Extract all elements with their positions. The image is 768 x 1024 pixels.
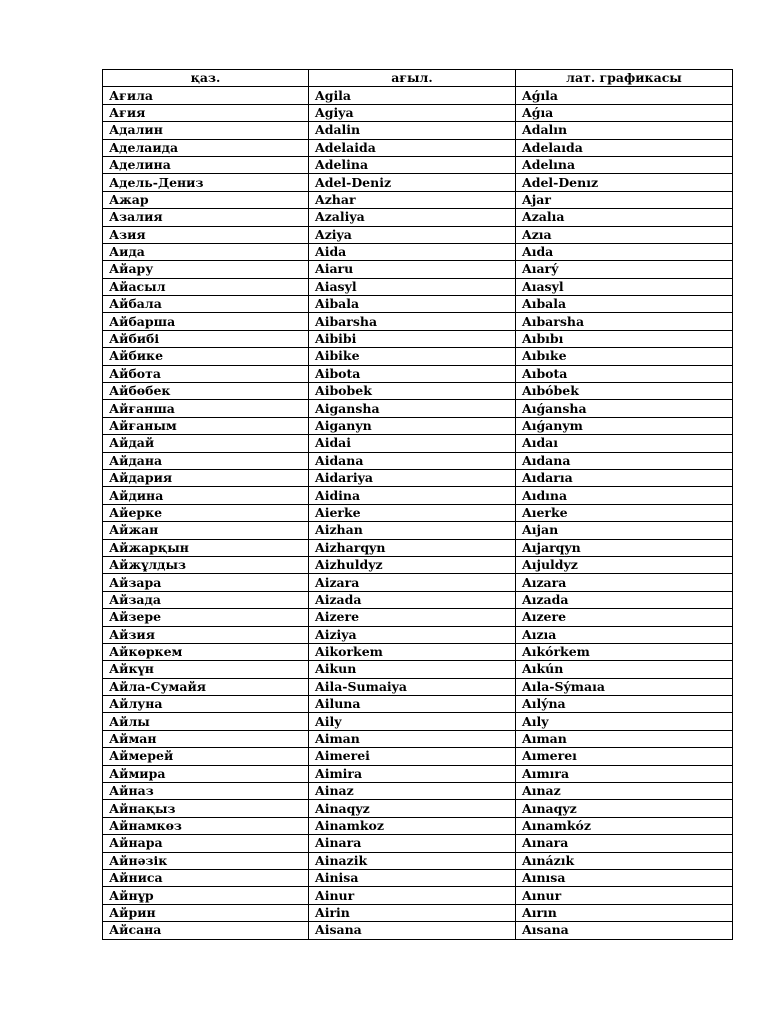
cell-kazakh: Айзия: [103, 626, 309, 643]
cell-kazakh: Адель-Дениз: [103, 174, 309, 191]
cell-latin: Aıdaı: [516, 435, 733, 452]
cell-latin: Aıbota: [516, 365, 733, 382]
cell-kazakh: Айзара: [103, 574, 309, 591]
cell-kazakh: Айлуна: [103, 696, 309, 713]
table-row: [103, 296, 733, 313]
table-row: [103, 417, 733, 434]
cell-english: Aikun: [309, 661, 516, 678]
table-row: [103, 539, 733, 556]
cell-english: Aibibi: [309, 330, 516, 347]
table-row: [103, 887, 733, 904]
table-header: [103, 70, 733, 87]
cell-latin: Aǵıla: [516, 87, 733, 104]
table-row: [103, 609, 733, 626]
cell-latin: Adelaıda: [516, 139, 733, 156]
cell-kazakh: Ағия: [103, 104, 309, 121]
table-row: [103, 122, 733, 139]
cell-english: Aimira: [309, 765, 516, 782]
cell-english: Aibota: [309, 365, 516, 382]
cell-kazakh: Айбота: [103, 365, 309, 382]
cell-kazakh: Айбарша: [103, 313, 309, 330]
cell-latin: Aıman: [516, 730, 733, 747]
cell-english: Aila-Sumaiya: [309, 678, 516, 695]
cell-latin: Aırın: [516, 904, 733, 921]
cell-kazakh: Айдария: [103, 469, 309, 486]
cell-kazakh: Айдина: [103, 487, 309, 504]
table-row: [103, 261, 733, 278]
cell-kazakh: Айсана: [103, 922, 309, 939]
cell-latin: Azıa: [516, 226, 733, 243]
cell-english: Adel-Deniz: [309, 174, 516, 191]
cell-english: Ainara: [309, 835, 516, 852]
cell-latin: Aınaz: [516, 783, 733, 800]
cell-latin: Aımıra: [516, 765, 733, 782]
cell-english: Aizharqyn: [309, 539, 516, 556]
header-english: ағыл.: [309, 70, 516, 87]
table-row: [103, 556, 733, 573]
cell-english: Adelina: [309, 156, 516, 173]
cell-kazakh: Адалин: [103, 122, 309, 139]
cell-kazakh: Айзада: [103, 591, 309, 608]
cell-kazakh: Айнақыз: [103, 800, 309, 817]
table-row: [103, 730, 733, 747]
table-row: [103, 104, 733, 121]
cell-english: Aizhuldyz: [309, 556, 516, 573]
cell-kazakh: Айжарқын: [103, 539, 309, 556]
cell-english: Ainaz: [309, 783, 516, 800]
table-row: [103, 800, 733, 817]
cell-kazakh: Айнәзік: [103, 852, 309, 869]
cell-latin: Aıasyl: [516, 278, 733, 295]
table-row: [103, 226, 733, 243]
cell-english: Aiganyn: [309, 417, 516, 434]
table-row: [103, 504, 733, 521]
header-latin: лат. графикасы: [516, 70, 733, 87]
cell-english: Airin: [309, 904, 516, 921]
header-kazakh: қаз.: [103, 70, 309, 87]
table-row: [103, 748, 733, 765]
header-row: [103, 70, 733, 87]
table-row: [103, 365, 733, 382]
cell-english: Ainaqyz: [309, 800, 516, 817]
cell-kazakh: Аделина: [103, 156, 309, 173]
table-row: [103, 383, 733, 400]
cell-english: Aidariya: [309, 469, 516, 486]
cell-latin: Aıla-Sýmaıa: [516, 678, 733, 695]
cell-english: Aizere: [309, 609, 516, 626]
table-row: [103, 452, 733, 469]
cell-latin: Aıkórkem: [516, 643, 733, 660]
names-table: [102, 69, 733, 940]
cell-latin: Aıbarsha: [516, 313, 733, 330]
cell-english: Aziya: [309, 226, 516, 243]
cell-english: Aierke: [309, 504, 516, 521]
cell-latin: Aıda: [516, 243, 733, 260]
table-row: [103, 400, 733, 417]
cell-kazakh: Аделаида: [103, 139, 309, 156]
cell-latin: Aıkún: [516, 661, 733, 678]
cell-english: Azaliya: [309, 209, 516, 226]
table-row: [103, 209, 733, 226]
cell-kazakh: Айдана: [103, 452, 309, 469]
cell-english: Aimerei: [309, 748, 516, 765]
cell-english: Aibobek: [309, 383, 516, 400]
cell-kazakh: Айдай: [103, 435, 309, 452]
cell-english: Aikorkem: [309, 643, 516, 660]
cell-latin: Aınur: [516, 887, 733, 904]
table-row: [103, 922, 733, 939]
table-row: [103, 661, 733, 678]
cell-kazakh: Азалия: [103, 209, 309, 226]
cell-latin: Adel-Denız: [516, 174, 733, 191]
cell-kazakh: Айерке: [103, 504, 309, 521]
table-row: [103, 678, 733, 695]
cell-english: Aiman: [309, 730, 516, 747]
cell-kazakh: Айғаным: [103, 417, 309, 434]
cell-english: Adalin: [309, 122, 516, 139]
cell-latin: Aımereı: [516, 748, 733, 765]
table-row: [103, 591, 733, 608]
cell-english: Adelaida: [309, 139, 516, 156]
cell-latin: Aıjuldyz: [516, 556, 733, 573]
table-row: [103, 643, 733, 660]
cell-kazakh: Айниса: [103, 869, 309, 886]
cell-latin: Aınázık: [516, 852, 733, 869]
cell-kazakh: Айбибі: [103, 330, 309, 347]
cell-english: Agiya: [309, 104, 516, 121]
cell-kazakh: Айғанша: [103, 400, 309, 417]
cell-kazakh: Айман: [103, 730, 309, 747]
cell-kazakh: Айзере: [103, 609, 309, 626]
table-row: [103, 696, 733, 713]
cell-kazakh: Айназ: [103, 783, 309, 800]
cell-english: Aily: [309, 713, 516, 730]
cell-latin: Aınara: [516, 835, 733, 852]
cell-latin: Aıǵansha: [516, 400, 733, 417]
cell-english: Ailuna: [309, 696, 516, 713]
cell-kazakh: Айбөбек: [103, 383, 309, 400]
table-row: [103, 156, 733, 173]
table-row: [103, 435, 733, 452]
cell-english: Aizara: [309, 574, 516, 591]
table-row: [103, 817, 733, 834]
cell-kazakh: Айкүн: [103, 661, 309, 678]
cell-kazakh: Аймерей: [103, 748, 309, 765]
table-row: [103, 348, 733, 365]
cell-latin: Aızada: [516, 591, 733, 608]
cell-kazakh: Ажар: [103, 191, 309, 208]
table-row: [103, 852, 733, 869]
table-row: [103, 783, 733, 800]
cell-latin: Aıjarqyn: [516, 539, 733, 556]
cell-english: Aizhan: [309, 522, 516, 539]
cell-latin: Aıdarıa: [516, 469, 733, 486]
cell-english: Aiasyl: [309, 278, 516, 295]
cell-kazakh: Ағила: [103, 87, 309, 104]
cell-english: Aigansha: [309, 400, 516, 417]
table-row: [103, 835, 733, 852]
cell-latin: Aızere: [516, 609, 733, 626]
cell-latin: Aıdına: [516, 487, 733, 504]
cell-english: Aibike: [309, 348, 516, 365]
cell-kazakh: Аида: [103, 243, 309, 260]
table-row: [103, 869, 733, 886]
cell-english: Aidina: [309, 487, 516, 504]
cell-latin: Aıdana: [516, 452, 733, 469]
cell-kazakh: Айжұлдыз: [103, 556, 309, 573]
cell-english: Aizada: [309, 591, 516, 608]
cell-kazakh: Айнұр: [103, 887, 309, 904]
cell-english: Aiziya: [309, 626, 516, 643]
cell-latin: Aıǵanym: [516, 417, 733, 434]
cell-latin: Aızıa: [516, 626, 733, 643]
cell-latin: Adalın: [516, 122, 733, 139]
cell-kazakh: Аймира: [103, 765, 309, 782]
cell-english: Aidana: [309, 452, 516, 469]
table-row: [103, 243, 733, 260]
table-row: [103, 469, 733, 486]
cell-latin: Aıbıbı: [516, 330, 733, 347]
cell-english: Agila: [309, 87, 516, 104]
cell-latin: Aınamkóz: [516, 817, 733, 834]
cell-english: Ainazik: [309, 852, 516, 869]
cell-kazakh: Айжан: [103, 522, 309, 539]
cell-latin: Aǵıa: [516, 104, 733, 121]
table-row: [103, 139, 733, 156]
table-row: [103, 87, 733, 104]
cell-latin: Azalıa: [516, 209, 733, 226]
cell-latin: Ajar: [516, 191, 733, 208]
cell-latin: Aıjan: [516, 522, 733, 539]
table-row: [103, 313, 733, 330]
cell-kazakh: Айбала: [103, 296, 309, 313]
cell-latin: Aıbala: [516, 296, 733, 313]
cell-latin: Aılýna: [516, 696, 733, 713]
cell-kazakh: Айнамкөз: [103, 817, 309, 834]
table-row: [103, 487, 733, 504]
cell-kazakh: Айла-Сумайя: [103, 678, 309, 695]
cell-latin: Aızara: [516, 574, 733, 591]
cell-kazakh: Айкөркем: [103, 643, 309, 660]
cell-latin: Aınısa: [516, 869, 733, 886]
cell-kazakh: Айлы: [103, 713, 309, 730]
cell-english: Ainamkoz: [309, 817, 516, 834]
cell-english: Azhar: [309, 191, 516, 208]
cell-latin: Aıarý: [516, 261, 733, 278]
cell-english: Aidai: [309, 435, 516, 452]
cell-english: Aibarsha: [309, 313, 516, 330]
table-row: [103, 626, 733, 643]
cell-english: Aisana: [309, 922, 516, 939]
table-row: [103, 330, 733, 347]
table-body: [103, 87, 733, 939]
table-row: [103, 191, 733, 208]
cell-latin: Aıbıke: [516, 348, 733, 365]
cell-english: Aida: [309, 243, 516, 260]
cell-latin: Aıerke: [516, 504, 733, 521]
table-row: [103, 278, 733, 295]
cell-english: Aiaru: [309, 261, 516, 278]
cell-latin: Aınaqyz: [516, 800, 733, 817]
table-row: [103, 574, 733, 591]
cell-kazakh: Айару: [103, 261, 309, 278]
table-row: [103, 522, 733, 539]
table-row: [103, 765, 733, 782]
table-row: [103, 174, 733, 191]
cell-kazakh: Азия: [103, 226, 309, 243]
cell-latin: Aıly: [516, 713, 733, 730]
cell-latin: Aısana: [516, 922, 733, 939]
cell-english: Ainur: [309, 887, 516, 904]
cell-english: Aibala: [309, 296, 516, 313]
table-row: [103, 713, 733, 730]
cell-kazakh: Айбике: [103, 348, 309, 365]
cell-kazakh: Айасыл: [103, 278, 309, 295]
cell-kazakh: Айрин: [103, 904, 309, 921]
cell-latin: Adelına: [516, 156, 733, 173]
cell-english: Ainisa: [309, 869, 516, 886]
cell-latin: Aıbóbek: [516, 383, 733, 400]
table-row: [103, 904, 733, 921]
cell-kazakh: Айнара: [103, 835, 309, 852]
